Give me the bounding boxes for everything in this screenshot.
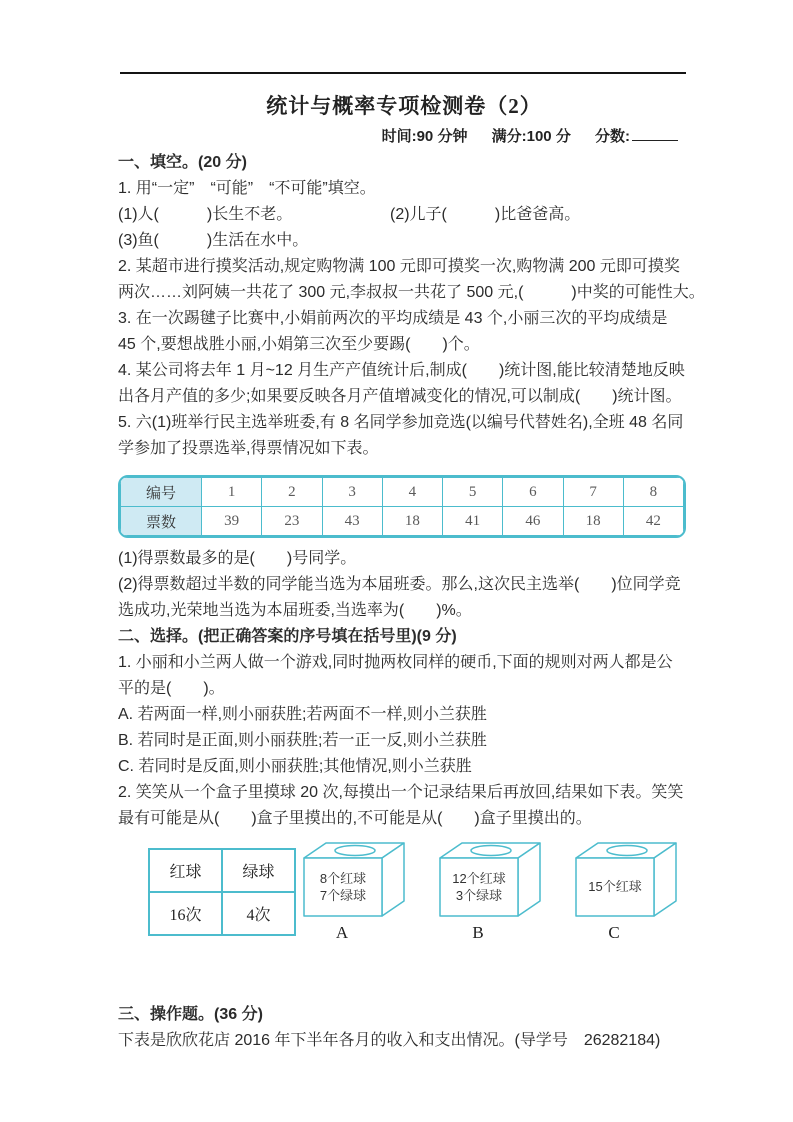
s1-q2-line2: 两次……刘阿姨一共花了 300 元,李叔叔一共花了 500 元,( )中奖的可能性大。: [118, 284, 705, 301]
score-label: 分数:: [595, 128, 630, 145]
ball-table-red-count: 16次: [149, 892, 222, 935]
time-label: 时间:90 分钟: [381, 128, 468, 145]
candidate-id: 4: [382, 478, 442, 507]
s2-q2-line1: 2. 笑笑从一个盒子里摸球 20 次,每摸出一个记录结果后再放回,结果如下表。笑笑: [118, 784, 684, 801]
box-b-contents-line2: 3个绿球: [455, 888, 503, 903]
s1-q1-item3: (3)鱼( )生活在水中。: [118, 232, 309, 249]
vote-count: 18: [563, 507, 623, 536]
section2-heading: 二、选择。(把正确答案的序号填在括号里)(9 分): [118, 628, 457, 645]
vote-count: 43: [322, 507, 382, 536]
ball-record-table: [148, 848, 296, 936]
vote-count: 41: [443, 507, 503, 536]
box-c-contents-line1: 15个红球: [588, 879, 642, 894]
s2-q2-graphics: [118, 836, 690, 954]
s1-q3-line1: 3. 在一次踢毽子比赛中,小娟前两次的平均成绩是 43 个,小丽三次的平均成绩是: [118, 310, 668, 327]
header-rule: [120, 72, 686, 74]
vote-count: 23: [262, 507, 322, 536]
s1-q3-line2: 45 个,要想战胜小丽,小娟第三次至少要踢( )个。: [118, 336, 480, 353]
box-front-face: [440, 858, 518, 916]
vote-count: 18: [382, 507, 442, 536]
vote-count: 39: [202, 507, 262, 536]
vote-count: 42: [623, 507, 683, 536]
box-a-contents-line2: 7个绿球: [319, 888, 367, 903]
vote-table: [118, 475, 686, 538]
s2-q1-option-a: A. 若两面一样,则小丽获胜;若两面不一样,则小兰获胜: [118, 706, 487, 723]
candidate-id: 2: [262, 478, 322, 507]
content-area: [118, 88, 705, 1054]
section3-heading: 三、操作题。(36 分): [118, 1006, 263, 1023]
candidate-id: 3: [322, 478, 382, 507]
s1-q4-line2: 出各月产值的多少;如果要反映各月产值增减变化的情况,可以制成( )统计图。: [118, 388, 682, 405]
vote-table-id-label: 编号: [121, 478, 202, 507]
s3-intro: 下表是欣欣花店 2016 年下半年各月的收入和支出情况。(导学号 26282184): [118, 1032, 661, 1049]
box-c-label: C: [608, 923, 620, 942]
candidate-id: 8: [623, 478, 683, 507]
ballot-box-c: [574, 838, 686, 943]
box-front-face: [304, 858, 382, 916]
s2-q2-line2: 最有可能是从( )盒子里摸出的,不可能是从( )盒子里摸出的。: [118, 810, 592, 827]
s1-q5-sub1: (1)得票数最多的是( )号同学。: [118, 550, 357, 567]
box-a-contents-line1: 8个红球: [319, 871, 367, 886]
section1-heading: 一、填空。(20 分): [118, 154, 247, 171]
exam-meta: [118, 124, 690, 150]
s1-q5-sub2-line1: (2)得票数超过半数的同学能当选为本届班委。那么,这次民主选举( )位同学竞: [118, 576, 681, 593]
candidate-id: 6: [503, 478, 563, 507]
box-a-graphic: [302, 838, 414, 922]
s1-q1-item1: (1)人( )长生不老。: [118, 206, 293, 223]
s2-q1-option-c: C. 若同时是反面,则小丽获胜;其他情况,则小兰获胜: [118, 758, 472, 775]
ball-table-value-row: [149, 892, 295, 935]
ball-table-header-row: [149, 849, 295, 892]
s1-q2-line1: 2. 某超市进行摸奖活动,规定购物满 100 元即可摸奖一次,购物满 200 元即可摸奖: [118, 258, 680, 275]
box-slot-hole: [471, 846, 511, 856]
full-score-label: 满分:100 分: [491, 128, 571, 145]
ball-table-green-count: 4次: [222, 892, 295, 935]
s2-q1-line2: 平的是( )。: [118, 680, 225, 697]
page-title: 统计与概率专项检测卷（2）: [266, 94, 542, 118]
s1-q1-item2: (2)儿子( )比爸爸高。: [390, 206, 581, 223]
candidate-id: 1: [202, 478, 262, 507]
candidate-id: 7: [563, 478, 623, 507]
box-slot-hole: [607, 846, 647, 856]
s1-q5-line1: 5. 六(1)班举行民主选举班委,有 8 名同学参加竞选(以编号代替姓名),全班 48 名同: [118, 414, 684, 431]
ballot-box-a: [302, 838, 414, 943]
s1-q5-sub2-line2: 选成功,光荣地当选为本届班委,当选率为( )%。: [118, 602, 472, 619]
box-b-label: B: [472, 923, 484, 942]
box-b-graphic: [438, 838, 550, 922]
score-blank-line: [632, 127, 678, 141]
vote-count: 46: [503, 507, 563, 536]
vote-table-votes-row: [121, 507, 684, 536]
box-slot-hole: [335, 846, 375, 856]
s1-q1-intro: 1. 用“一定” “可能” “不可能”填空。: [118, 180, 376, 197]
ball-table-header-red: 红球: [149, 849, 222, 892]
s1-q4-line1: 4. 某公司将去年 1 月~12 月生产产值统计后,制成( )统计图,能比较清楚地反映: [118, 362, 685, 379]
candidate-id: 5: [443, 478, 503, 507]
box-b-contents-line1: 12个红球: [452, 871, 506, 886]
s1-q5-line2: 学参加了投票选举,得票情况如下表。: [118, 440, 379, 457]
vote-table-id-row: [121, 478, 684, 507]
s2-q1-option-b: B. 若同时是正面,则小丽获胜;若一正一反,则小兰获胜: [118, 732, 487, 749]
box-c-graphic: [574, 838, 686, 922]
ball-table-header-green: 绿球: [222, 849, 295, 892]
s2-q1-line1: 1. 小丽和小兰两人做一个游戏,同时抛两枚同样的硬币,下面的规则对两人都是公: [118, 654, 673, 671]
ballot-box-b: [438, 838, 550, 943]
box-a-label: A: [335, 923, 349, 942]
s1-q1-items: [118, 202, 690, 228]
vote-table-votes-label: 票数: [121, 507, 202, 536]
